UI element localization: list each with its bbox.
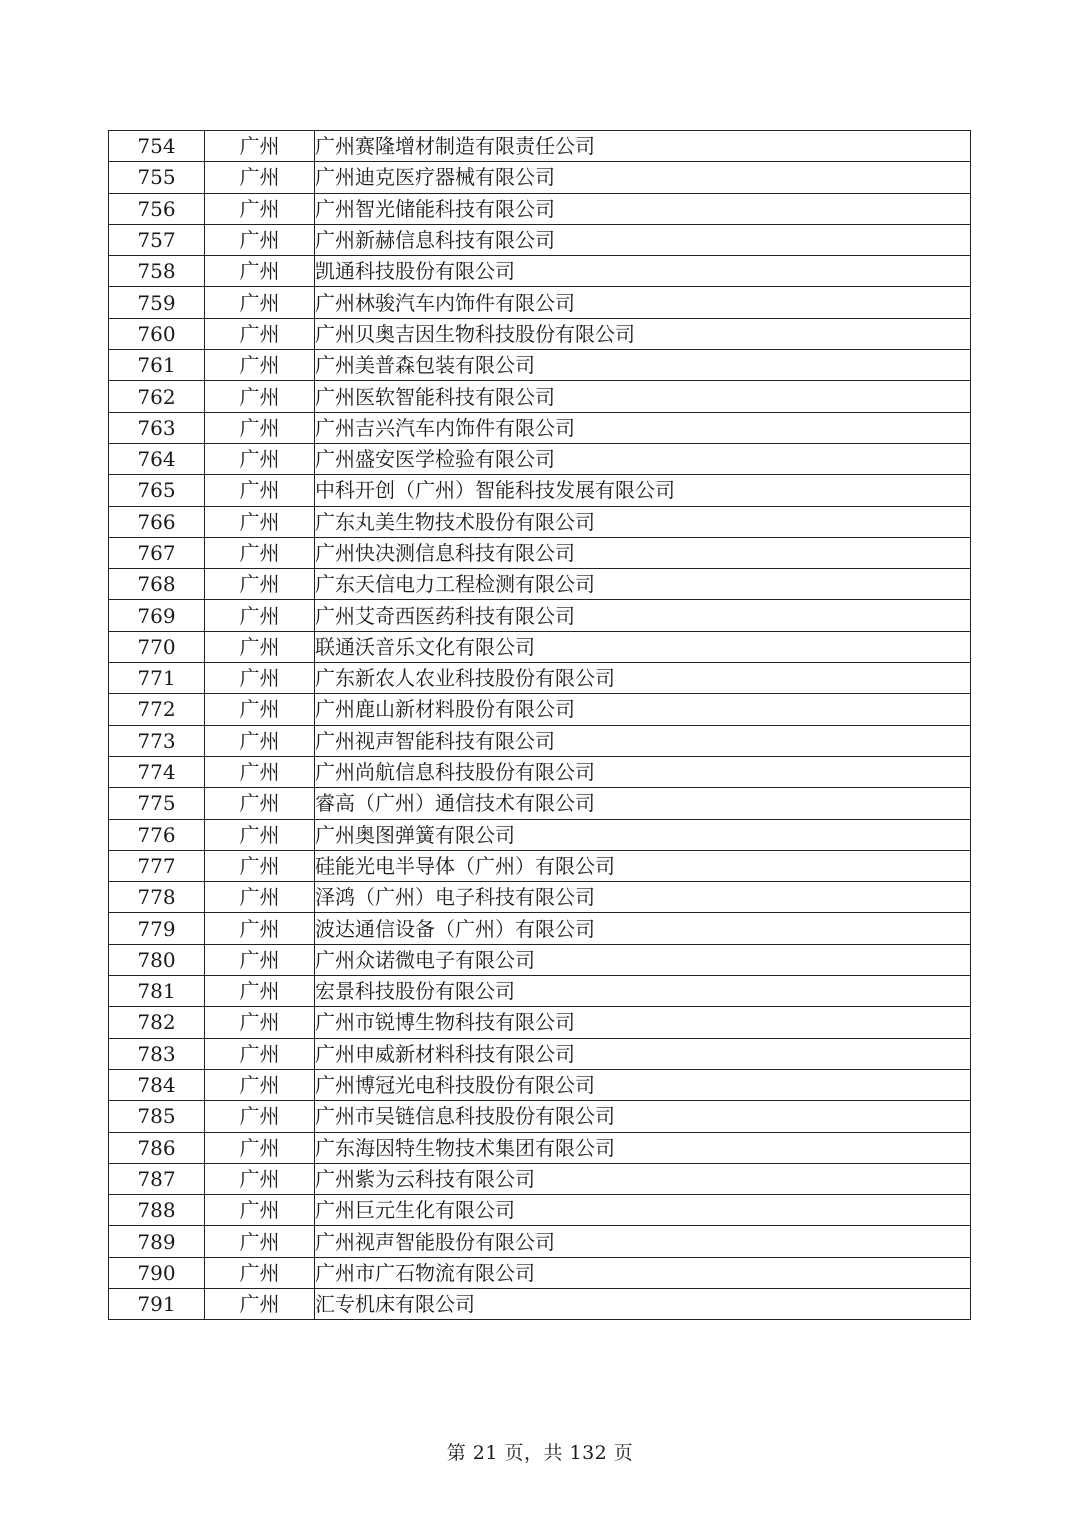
row-company-name: 联通沃音乐文化有限公司	[315, 631, 971, 662]
row-number: 772	[109, 694, 205, 725]
row-city: 广州	[205, 1226, 315, 1257]
row-company-name: 广东丸美生物技术股份有限公司	[315, 506, 971, 537]
row-company-name: 广州市吴链信息科技股份有限公司	[315, 1101, 971, 1132]
row-company-name: 广州艾奇西医药科技有限公司	[315, 600, 971, 631]
row-number: 787	[109, 1163, 205, 1194]
row-number: 789	[109, 1226, 205, 1257]
row-number: 761	[109, 350, 205, 381]
row-city: 广州	[205, 1195, 315, 1226]
table-row	[109, 1069, 971, 1100]
row-company-name: 广州市广石物流有限公司	[315, 1257, 971, 1288]
row-city: 广州	[205, 600, 315, 631]
row-number: 779	[109, 913, 205, 944]
row-city: 广州	[205, 1257, 315, 1288]
row-number: 766	[109, 506, 205, 537]
table-row	[109, 882, 971, 913]
row-company-name: 广州吉兴汽车内饰件有限公司	[315, 412, 971, 443]
table-row	[109, 631, 971, 662]
table-row	[109, 506, 971, 537]
row-company-name: 宏景科技股份有限公司	[315, 976, 971, 1007]
table-row	[109, 1257, 971, 1288]
row-city: 广州	[205, 976, 315, 1007]
row-number: 757	[109, 224, 205, 255]
table-row	[109, 663, 971, 694]
row-number: 780	[109, 944, 205, 975]
row-number: 767	[109, 537, 205, 568]
row-number: 769	[109, 600, 205, 631]
table-row	[109, 131, 971, 162]
row-number: 771	[109, 663, 205, 694]
row-number: 783	[109, 1038, 205, 1069]
table-row	[109, 725, 971, 756]
table-row	[109, 1195, 971, 1226]
row-city: 广州	[205, 412, 315, 443]
table-row	[109, 1038, 971, 1069]
table-row	[109, 1226, 971, 1257]
row-number: 774	[109, 756, 205, 787]
row-number: 765	[109, 475, 205, 506]
row-company-name: 广州尚航信息科技股份有限公司	[315, 756, 971, 787]
row-company-name: 广州鹿山新材料股份有限公司	[315, 694, 971, 725]
row-city: 广州	[205, 193, 315, 224]
row-city: 广州	[205, 287, 315, 318]
row-city: 广州	[205, 1132, 315, 1163]
table-row	[109, 193, 971, 224]
row-company-name: 广州申威新材料科技有限公司	[315, 1038, 971, 1069]
row-company-name: 广州美普森包装有限公司	[315, 350, 971, 381]
row-number: 762	[109, 381, 205, 412]
row-number: 768	[109, 569, 205, 600]
row-city: 广州	[205, 913, 315, 944]
table-row	[109, 600, 971, 631]
row-city: 广州	[205, 756, 315, 787]
row-company-name: 广州新赫信息科技有限公司	[315, 224, 971, 255]
row-city: 广州	[205, 162, 315, 193]
row-company-name: 广州医软智能科技有限公司	[315, 381, 971, 412]
row-city: 广州	[205, 350, 315, 381]
company-table	[108, 130, 971, 1320]
row-company-name: 广州赛隆增材制造有限责任公司	[315, 131, 971, 162]
row-number: 782	[109, 1007, 205, 1038]
row-number: 790	[109, 1257, 205, 1288]
row-city: 广州	[205, 819, 315, 850]
table-row	[109, 569, 971, 600]
row-city: 广州	[205, 569, 315, 600]
row-city: 广州	[205, 381, 315, 412]
row-city: 广州	[205, 475, 315, 506]
row-company-name: 广东海因特生物技术集团有限公司	[315, 1132, 971, 1163]
row-company-name: 凯通科技股份有限公司	[315, 256, 971, 287]
table-row	[109, 381, 971, 412]
table-row	[109, 350, 971, 381]
row-company-name: 广东天信电力工程检测有限公司	[315, 569, 971, 600]
row-number: 773	[109, 725, 205, 756]
row-company-name: 广州盛安医学检验有限公司	[315, 443, 971, 474]
table-row	[109, 412, 971, 443]
row-number: 763	[109, 412, 205, 443]
row-company-name: 广州博冠光电科技股份有限公司	[315, 1069, 971, 1100]
row-city: 广州	[205, 506, 315, 537]
row-company-name: 广州紫为云科技有限公司	[315, 1163, 971, 1194]
table-row	[109, 1288, 971, 1319]
row-number: 759	[109, 287, 205, 318]
row-number: 786	[109, 1132, 205, 1163]
row-number: 776	[109, 819, 205, 850]
table-row	[109, 224, 971, 255]
table-row	[109, 162, 971, 193]
row-city: 广州	[205, 224, 315, 255]
row-number: 755	[109, 162, 205, 193]
table-row	[109, 694, 971, 725]
row-company-name: 广州贝奥吉因生物科技股份有限公司	[315, 318, 971, 349]
row-city: 广州	[205, 788, 315, 819]
row-city: 广州	[205, 131, 315, 162]
row-company-name: 广州迪克医疗器械有限公司	[315, 162, 971, 193]
row-city: 广州	[205, 1069, 315, 1100]
row-city: 广州	[205, 318, 315, 349]
table-row	[109, 256, 971, 287]
row-company-name: 中科开创（广州）智能科技发展有限公司	[315, 475, 971, 506]
row-number: 788	[109, 1195, 205, 1226]
row-city: 广州	[205, 1101, 315, 1132]
row-company-name: 泽鸿（广州）电子科技有限公司	[315, 882, 971, 913]
row-company-name: 睿高（广州）通信技术有限公司	[315, 788, 971, 819]
row-company-name: 汇专机床有限公司	[315, 1288, 971, 1319]
row-company-name: 广州巨元生化有限公司	[315, 1195, 971, 1226]
row-city: 广州	[205, 663, 315, 694]
row-city: 广州	[205, 443, 315, 474]
table-row	[109, 537, 971, 568]
row-city: 广州	[205, 537, 315, 568]
row-city: 广州	[205, 1007, 315, 1038]
row-number: 775	[109, 788, 205, 819]
row-company-name: 广州市锐博生物科技有限公司	[315, 1007, 971, 1038]
row-number: 758	[109, 256, 205, 287]
row-company-name: 广州智光储能科技有限公司	[315, 193, 971, 224]
row-number: 770	[109, 631, 205, 662]
row-number: 781	[109, 976, 205, 1007]
row-city: 广州	[205, 694, 315, 725]
row-number: 777	[109, 850, 205, 881]
row-city: 广州	[205, 882, 315, 913]
table-row	[109, 850, 971, 881]
table-row	[109, 788, 971, 819]
row-city: 广州	[205, 725, 315, 756]
row-city: 广州	[205, 256, 315, 287]
row-city: 广州	[205, 631, 315, 662]
row-company-name: 广州视声智能股份有限公司	[315, 1226, 971, 1257]
row-city: 广州	[205, 850, 315, 881]
row-number: 754	[109, 131, 205, 162]
row-number: 784	[109, 1069, 205, 1100]
company-table-body	[109, 131, 971, 1320]
row-city: 广州	[205, 1163, 315, 1194]
row-number: 764	[109, 443, 205, 474]
table-row	[109, 1007, 971, 1038]
row-company-name: 波达通信设备（广州）有限公司	[315, 913, 971, 944]
row-city: 广州	[205, 1288, 315, 1319]
row-number: 785	[109, 1101, 205, 1132]
row-number: 756	[109, 193, 205, 224]
table-row	[109, 443, 971, 474]
row-company-name: 硅能光电半导体（广州）有限公司	[315, 850, 971, 881]
row-city: 广州	[205, 1038, 315, 1069]
row-company-name: 广州奥图弹簧有限公司	[315, 819, 971, 850]
table-row	[109, 756, 971, 787]
row-company-name: 广州众诺微电子有限公司	[315, 944, 971, 975]
table-row	[109, 1101, 971, 1132]
table-row	[109, 819, 971, 850]
row-number: 778	[109, 882, 205, 913]
row-number: 791	[109, 1288, 205, 1319]
row-number: 760	[109, 318, 205, 349]
table-row	[109, 913, 971, 944]
row-city: 广州	[205, 944, 315, 975]
table-row	[109, 1163, 971, 1194]
row-company-name: 广东新农人农业科技股份有限公司	[315, 663, 971, 694]
table-row	[109, 318, 971, 349]
table-row	[109, 944, 971, 975]
table-row	[109, 976, 971, 1007]
row-company-name: 广州快决测信息科技有限公司	[315, 537, 971, 568]
table-row	[109, 287, 971, 318]
page-footer: 第 21 页，共 132 页	[446, 1442, 634, 1464]
table-row	[109, 475, 971, 506]
row-company-name: 广州林骏汽车内饰件有限公司	[315, 287, 971, 318]
table-row	[109, 1132, 971, 1163]
row-company-name: 广州视声智能科技有限公司	[315, 725, 971, 756]
